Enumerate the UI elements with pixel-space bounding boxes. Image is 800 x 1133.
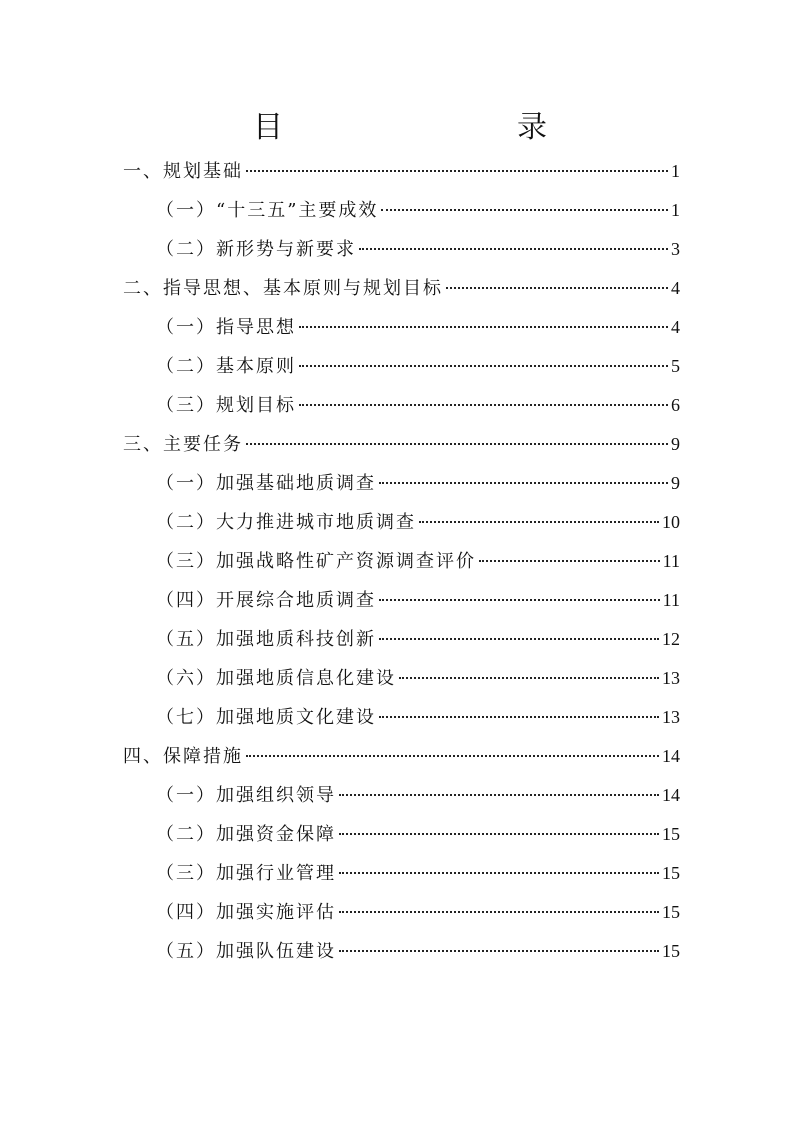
toc-page-number: 11 — [662, 551, 680, 571]
toc-entry-label: （五）加强地质科技创新 — [156, 629, 376, 650]
toc-page-number: 14 — [662, 746, 680, 766]
toc-page-number: 13 — [662, 668, 680, 688]
toc-entry-label: （五）加强队伍建设 — [156, 941, 336, 962]
page-title: 目 录 — [253, 110, 605, 145]
toc-page-number: 5 — [671, 356, 680, 376]
toc-entry[interactable] — [123, 152, 680, 191]
toc-page-number: 4 — [671, 278, 680, 298]
toc-page-number: 3 — [671, 239, 680, 259]
dot-leader — [339, 794, 659, 796]
toc-entry-label: （七）加强地质文化建设 — [156, 707, 376, 728]
toc-entry[interactable] — [123, 581, 680, 620]
dot-leader — [246, 755, 659, 757]
toc-page-number: 1 — [671, 200, 680, 220]
dot-leader — [299, 365, 668, 367]
toc-entry-label: （二）新形势与新要求 — [156, 239, 356, 260]
table-of-contents — [123, 152, 680, 971]
toc-page-number: 14 — [662, 785, 680, 805]
toc-entry[interactable] — [123, 698, 680, 737]
dot-leader — [339, 872, 659, 874]
toc-page-number: 15 — [662, 824, 680, 844]
toc-entry[interactable] — [123, 620, 680, 659]
dot-leader — [479, 560, 660, 562]
toc-entry[interactable] — [123, 191, 680, 230]
dot-leader — [299, 326, 668, 328]
toc-entry-label: （二）加强资金保障 — [156, 824, 336, 845]
toc-page-number: 9 — [671, 434, 680, 454]
dot-leader — [339, 950, 659, 952]
toc-entry-label: （一）“十三五”主要成效 — [156, 200, 379, 221]
toc-entry[interactable] — [123, 854, 680, 893]
toc-entry[interactable] — [123, 737, 680, 776]
toc-entry-label: 四、保障措施 — [123, 746, 243, 767]
dot-leader — [399, 677, 659, 679]
toc-page-number: 1 — [671, 161, 680, 181]
toc-entry-label: （四）加强实施评估 — [156, 902, 336, 923]
toc-entry-label: 一、规划基础 — [123, 161, 243, 182]
toc-page-number: 15 — [662, 902, 680, 922]
toc-entry-label: （三）规划目标 — [156, 395, 296, 416]
toc-entry[interactable] — [123, 386, 680, 425]
toc-entry[interactable] — [123, 659, 680, 698]
toc-entry-label: （六）加强地质信息化建设 — [156, 668, 396, 689]
dot-leader — [359, 248, 668, 250]
toc-entry[interactable] — [123, 815, 680, 854]
toc-entry[interactable] — [123, 308, 680, 347]
toc-entry-label: （二）基本原则 — [156, 356, 296, 377]
toc-entry[interactable] — [123, 347, 680, 386]
toc-entry-label: 三、主要任务 — [123, 434, 243, 455]
dot-leader — [381, 209, 668, 211]
toc-entry-label: （二）大力推进城市地质调查 — [156, 512, 416, 533]
toc-page-number: 6 — [671, 395, 680, 415]
toc-entry-label: （三）加强战略性矿产资源调查评价 — [156, 551, 476, 572]
dot-leader — [379, 599, 660, 601]
toc-entry[interactable] — [123, 230, 680, 269]
toc-entry[interactable] — [123, 932, 680, 971]
dot-leader — [379, 482, 668, 484]
dot-leader — [339, 833, 659, 835]
toc-entry[interactable] — [123, 893, 680, 932]
toc-page-number: 12 — [662, 629, 680, 649]
dot-leader — [246, 170, 668, 172]
toc-entry[interactable] — [123, 776, 680, 815]
toc-entry-label: （一）加强基础地质调查 — [156, 473, 376, 494]
toc-page-number: 15 — [662, 863, 680, 883]
toc-entry[interactable] — [123, 425, 680, 464]
toc-entry[interactable] — [123, 503, 680, 542]
toc-entry[interactable] — [123, 542, 680, 581]
dot-leader — [379, 638, 659, 640]
toc-entry-label: （一）指导思想 — [156, 317, 296, 338]
toc-entry-label: 二、指导思想、基本原则与规划目标 — [123, 278, 443, 299]
toc-page-number: 4 — [671, 317, 680, 337]
toc-page-number: 11 — [662, 590, 680, 610]
dot-leader — [379, 716, 659, 718]
toc-entry-label: （一）加强组织领导 — [156, 785, 336, 806]
dot-leader — [246, 443, 668, 445]
toc-page-number: 10 — [662, 512, 680, 532]
toc-entry[interactable] — [123, 269, 680, 308]
dot-leader — [299, 404, 668, 406]
dot-leader — [446, 287, 668, 289]
toc-page-number: 9 — [671, 473, 680, 493]
toc-page-number: 13 — [662, 707, 680, 727]
dot-leader — [419, 521, 659, 523]
dot-leader — [339, 911, 659, 913]
toc-entry-label: （四）开展综合地质调查 — [156, 590, 376, 611]
toc-entry[interactable] — [123, 464, 680, 503]
toc-entry-label: （三）加强行业管理 — [156, 863, 336, 884]
toc-page-number: 15 — [662, 941, 680, 961]
